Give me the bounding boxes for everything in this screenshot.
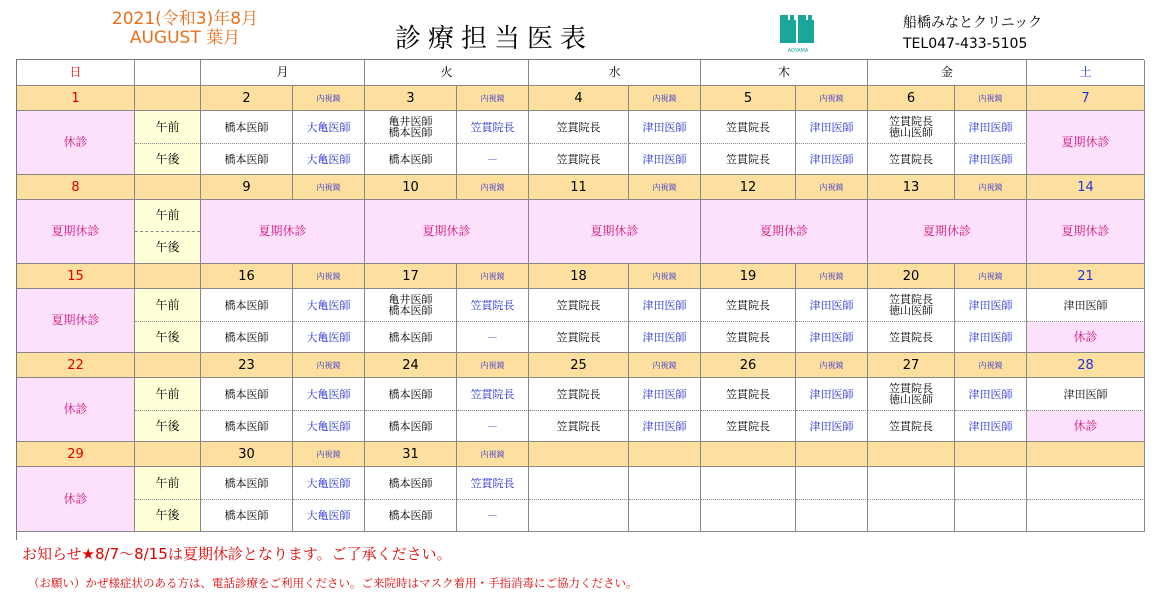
date-cell: 15 <box>17 264 135 289</box>
doctor-cell: 笠貫院長 <box>868 322 955 353</box>
doctor-cell: 橋本医師 <box>201 467 293 500</box>
header-thu: 木 <box>701 60 868 86</box>
empty-cell <box>955 500 1027 532</box>
doctor-cell: 津田医師 <box>955 322 1027 353</box>
date-cell-blank <box>135 442 201 467</box>
am-pm-label <box>135 200 201 264</box>
endoscopy-label: 内視鏡 <box>796 175 868 200</box>
doctor-cell: 津田医師 <box>796 378 868 411</box>
date-cell: 2 <box>201 86 293 111</box>
doctor-cell: 笠貫院長 <box>529 289 629 322</box>
endoscopy-label: 内視鏡 <box>955 264 1027 289</box>
empty-cell <box>629 500 701 532</box>
closed-cell: 休診 <box>17 111 135 175</box>
doctor-cell: 大亀医師 <box>293 289 365 322</box>
closed-cell: 夏期休診 <box>365 200 529 264</box>
doctor-cell: 橋本医師 <box>201 500 293 532</box>
doctor-cell: 津田医師 <box>629 378 701 411</box>
date-cell: 28 <box>1027 353 1145 378</box>
doctor-cell: 大亀医師 <box>293 467 365 500</box>
date-cell: 19 <box>701 264 796 289</box>
date-cell: 23 <box>201 353 293 378</box>
doctor-cell: 笠貫院長 <box>529 322 629 353</box>
date-cell: 1 <box>17 86 135 111</box>
date-cell: 5 <box>701 86 796 111</box>
empty-cell <box>701 500 796 532</box>
doctor-cell: 津田医師 <box>955 378 1027 411</box>
closed-cell: 夏期休診 <box>17 200 135 264</box>
closed-cell: 夏期休診 <box>868 200 1027 264</box>
date-cell: 21 <box>1027 264 1145 289</box>
month-heading-line2: AUGUST 葉月 <box>129 28 241 48</box>
pm-label: 午後 <box>135 322 201 353</box>
header-sat: 土 <box>1027 60 1145 86</box>
empty-cell <box>1027 500 1145 532</box>
dash-cell: － <box>457 322 529 353</box>
doctor-cell: 大亀医師 <box>293 411 365 442</box>
date-cell: 12 <box>701 175 796 200</box>
doctor-cell: 大亀医師 <box>293 144 365 175</box>
date-cell-empty <box>701 442 796 467</box>
empty-cell <box>796 467 868 500</box>
pm-label: 午後 <box>135 144 201 175</box>
empty-cell <box>1027 467 1145 500</box>
endoscopy-label: 内視鏡 <box>796 86 868 111</box>
doctor-cell: 笠貫院長 <box>868 411 955 442</box>
endoscopy-label: 内視鏡 <box>629 264 701 289</box>
endoscopy-label: 内視鏡 <box>955 175 1027 200</box>
month-heading-line1: 2021(令和3)年8月 <box>111 9 259 29</box>
doctor-cell: 笠貫院長 <box>529 111 629 144</box>
doctor-cell: 笠貫院長 <box>529 378 629 411</box>
endoscopy-label: 内視鏡 <box>293 264 365 289</box>
endoscopy-label: 内視鏡 <box>955 86 1027 111</box>
date-cell: 29 <box>17 442 135 467</box>
closed-cell: 休診 <box>17 378 135 442</box>
endoscopy-label: 内視鏡 <box>955 353 1027 378</box>
date-cell: 3 <box>365 86 457 111</box>
doctor-cell: 津田医師 <box>955 289 1027 322</box>
endoscopy-label: 内視鏡 <box>293 86 365 111</box>
endoscopy-label: 内視鏡 <box>293 442 365 467</box>
doctor-cell: 橋本医師 <box>201 411 293 442</box>
date-cell-blank <box>135 175 201 200</box>
doctor-cell: 津田医師 <box>796 289 868 322</box>
doctor-cell: 笠貫院長 徳山医師 <box>868 289 955 322</box>
date-cell: 4 <box>529 86 629 111</box>
endoscopy-label: 内視鏡 <box>457 264 529 289</box>
date-cell-blank <box>135 264 201 289</box>
empty-cell <box>629 467 701 500</box>
doctor-cell: 笠貫院長 <box>701 322 796 353</box>
header-sun: 日 <box>17 60 135 86</box>
doctor-cell: 津田医師 <box>955 144 1027 175</box>
doctor-cell: 橋本医師 <box>201 378 293 411</box>
doctor-cell: 津田医師 <box>796 144 868 175</box>
date-cell-empty <box>868 442 955 467</box>
doctor-cell: 橋本医師 <box>365 411 457 442</box>
am-label: 午前 <box>135 200 200 232</box>
date-cell-blank <box>135 353 201 378</box>
date-cell: 11 <box>529 175 629 200</box>
date-cell: 14 <box>1027 175 1145 200</box>
pm-label: 午後 <box>135 411 201 442</box>
date-cell: 10 <box>365 175 457 200</box>
endoscopy-label: 内視鏡 <box>629 353 701 378</box>
date-cell: 30 <box>201 442 293 467</box>
date-cell: 26 <box>701 353 796 378</box>
request-text: （お願い）かぜ様症状のある方は、電話診療をご利用ください。ご来院時はマスク着用・手指消毒にご協力ください。 <box>28 576 638 590</box>
schedule-table <box>16 59 1144 540</box>
clinic-name: 船橋みなとクリニック <box>903 15 1043 31</box>
page-title: 診療担当医表 <box>395 24 594 54</box>
endoscopy-label: 内視鏡 <box>796 264 868 289</box>
header-fri: 金 <box>868 60 1027 86</box>
doctor-cell: 笠貫院長 <box>701 378 796 411</box>
empty-cell <box>701 467 796 500</box>
closed-cell: 夏期休診 <box>701 200 868 264</box>
closed-cell: 休診 <box>1027 322 1145 353</box>
date-cell: 24 <box>365 353 457 378</box>
doctor-cell: 大亀医師 <box>293 500 365 532</box>
doctor-cell: 大亀医師 <box>293 322 365 353</box>
empty-cell <box>796 500 868 532</box>
doctor-cell: 津田医師 <box>796 111 868 144</box>
am-label: 午前 <box>135 289 201 322</box>
month-heading <box>80 10 290 48</box>
doctor-cell: 笠貫院長 <box>529 144 629 175</box>
doctor-cell: 津田医師 <box>629 411 701 442</box>
closed-cell: 休診 <box>1027 411 1145 442</box>
doctor-cell: 津田医師 <box>796 322 868 353</box>
date-cell: 9 <box>201 175 293 200</box>
date-cell: 27 <box>868 353 955 378</box>
date-cell: 25 <box>529 353 629 378</box>
doctor-cell: 笠貫院長 <box>457 378 529 411</box>
doctor-cell: 笠貫院長 徳山医師 <box>868 378 955 411</box>
doctor-cell: 津田医師 <box>1027 378 1145 411</box>
date-cell-empty <box>796 442 868 467</box>
dash-cell: － <box>457 144 529 175</box>
doctor-cell: 大亀医師 <box>293 378 365 411</box>
closed-cell: 夏期休診 <box>529 200 701 264</box>
closed-cell: 夏期休診 <box>1027 200 1145 264</box>
doctor-cell: 笠貫院長 <box>701 289 796 322</box>
doctor-cell: 津田医師 <box>955 111 1027 144</box>
notice-text: お知らせ★8/7～8/15は夏期休診となります。ご了承ください。 <box>22 545 452 563</box>
endoscopy-label: 内視鏡 <box>457 175 529 200</box>
date-cell-empty <box>955 442 1027 467</box>
header-mon: 月 <box>201 60 365 86</box>
closed-cell: 休診 <box>17 467 135 532</box>
doctor-cell: 笠貫院長 <box>457 111 529 144</box>
date-cell: 7 <box>1027 86 1145 111</box>
doctor-cell: 亀井医師 橋本医師 <box>365 289 457 322</box>
doctor-cell: 橋本医師 <box>365 467 457 500</box>
endoscopy-label: 内視鏡 <box>629 86 701 111</box>
pm-label: 午後 <box>155 240 180 254</box>
endoscopy-label: 内視鏡 <box>457 86 529 111</box>
header-tue: 火 <box>365 60 529 86</box>
endoscopy-label: 内視鏡 <box>457 442 529 467</box>
doctor-cell: 津田医師 <box>629 289 701 322</box>
doctor-cell: 橋本医師 <box>365 378 457 411</box>
clinic-logo <box>777 12 819 58</box>
closed-cell: 夏期休診 <box>1027 111 1145 175</box>
am-label: 午前 <box>135 467 201 500</box>
date-cell-empty <box>629 442 701 467</box>
empty-cell <box>529 467 629 500</box>
empty-cell <box>868 467 955 500</box>
doctor-cell: 津田医師 <box>629 111 701 144</box>
clinic-tel: TEL047-433-5105 <box>903 36 1028 52</box>
doctor-cell: 津田医師 <box>796 411 868 442</box>
doctor-cell: 橋本医師 <box>201 144 293 175</box>
clinic-info <box>903 13 1042 55</box>
endoscopy-label: 内視鏡 <box>457 353 529 378</box>
doctor-cell: 笠貫院長 <box>868 144 955 175</box>
date-cell: 16 <box>201 264 293 289</box>
pm-label: 午後 <box>135 500 201 532</box>
date-cell-blank <box>135 86 201 111</box>
endoscopy-label: 内視鏡 <box>796 353 868 378</box>
date-cell-empty <box>529 442 629 467</box>
empty-cell <box>868 500 955 532</box>
endoscopy-label: 内視鏡 <box>293 353 365 378</box>
am-label: 午前 <box>135 111 201 144</box>
date-cell: 20 <box>868 264 955 289</box>
date-cell: 17 <box>365 264 457 289</box>
doctor-cell: 笠貫院長 <box>457 467 529 500</box>
dash-cell: － <box>457 500 529 532</box>
dash-cell: － <box>457 411 529 442</box>
doctor-cell: 橋本医師 <box>365 500 457 532</box>
doctor-cell: 亀井医師 橋本医師 <box>365 111 457 144</box>
date-cell: 31 <box>365 442 457 467</box>
date-cell: 22 <box>17 353 135 378</box>
date-cell: 18 <box>529 264 629 289</box>
closed-cell: 夏期休診 <box>201 200 365 264</box>
doctor-cell: 橋本医師 <box>201 289 293 322</box>
date-cell-empty <box>1027 442 1145 467</box>
empty-cell <box>955 467 1027 500</box>
doctor-cell: 笠貫院長 徳山医師 <box>868 111 955 144</box>
doctor-cell: 笠貫院長 <box>701 111 796 144</box>
am-label: 午前 <box>135 378 201 411</box>
doctor-cell: 大亀医師 <box>293 111 365 144</box>
endoscopy-label: 内視鏡 <box>629 175 701 200</box>
doctor-cell: 橋本医師 <box>365 144 457 175</box>
doctor-cell: 津田医師 <box>955 411 1027 442</box>
doctor-cell: 橋本医師 <box>365 322 457 353</box>
doctor-cell: 津田医師 <box>629 322 701 353</box>
header-blank <box>135 60 201 86</box>
date-cell: 8 <box>17 175 135 200</box>
doctor-cell: 笠貫院長 <box>529 411 629 442</box>
doctor-cell: 橋本医師 <box>201 322 293 353</box>
date-cell: 13 <box>868 175 955 200</box>
endoscopy-label: 内視鏡 <box>293 175 365 200</box>
header-wed: 水 <box>529 60 701 86</box>
date-cell: 6 <box>868 86 955 111</box>
doctor-cell: 橋本医師 <box>201 111 293 144</box>
logo-text: AOYAMA <box>787 48 809 54</box>
doctor-cell: 笠貫院長 <box>701 411 796 442</box>
closed-cell: 夏期休診 <box>17 289 135 353</box>
doctor-cell: 笠貫院長 <box>701 144 796 175</box>
doctor-cell: 津田医師 <box>629 144 701 175</box>
doctor-cell: 笠貫院長 <box>457 289 529 322</box>
empty-cell <box>529 500 629 532</box>
doctor-cell: 津田医師 <box>1027 289 1145 322</box>
